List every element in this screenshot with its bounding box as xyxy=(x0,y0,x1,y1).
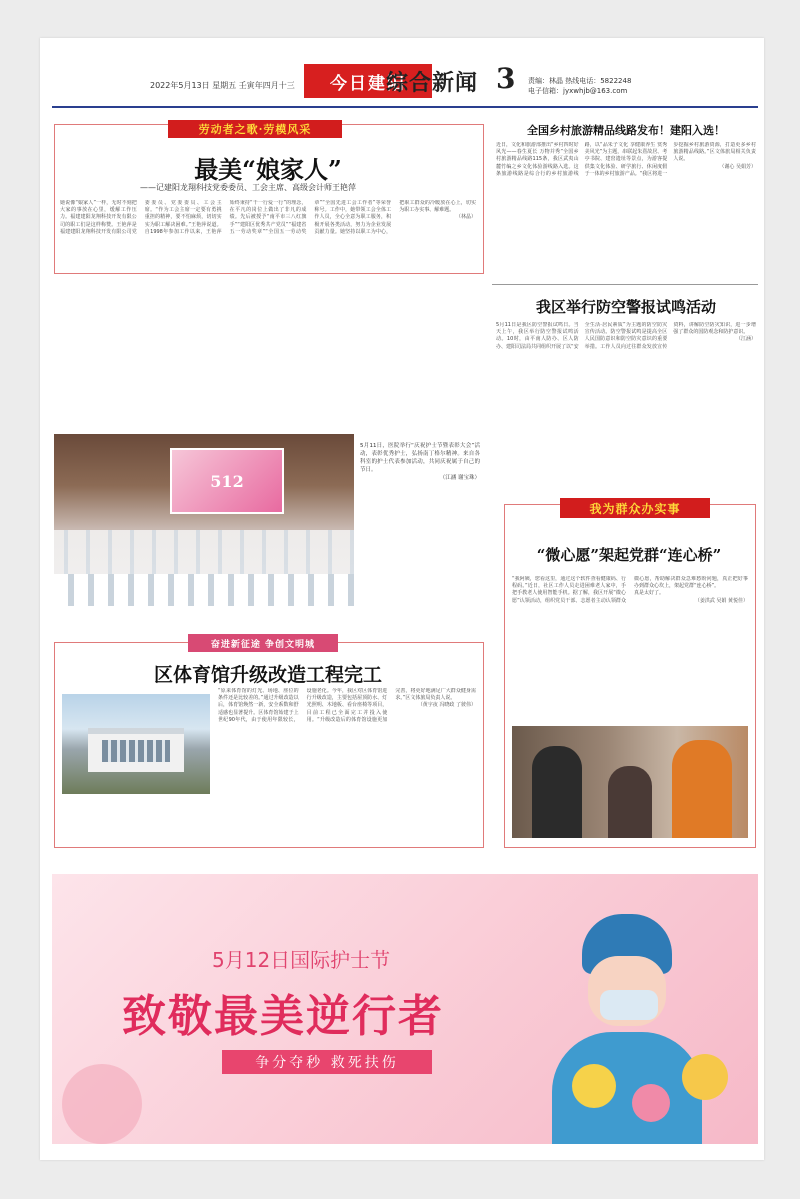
photo1-credit: （江涵 谢宝珠） xyxy=(439,475,480,481)
header-rule xyxy=(52,106,758,108)
masthead-logo: 今日建阳 xyxy=(304,64,432,98)
stage-screen: 512 xyxy=(170,448,284,514)
issue-date: 2022年5月13日 星期五 壬寅年四月十三 xyxy=(150,81,295,90)
flower-icon xyxy=(682,1054,728,1100)
volunteer-figure xyxy=(532,746,582,838)
article1-byline: （林晶） xyxy=(455,214,476,221)
photo-volunteers-visit xyxy=(512,726,748,838)
flower-icon xyxy=(572,1064,616,1108)
face-mask xyxy=(600,990,658,1020)
article5-body xyxy=(218,688,476,840)
article4-byline: （姜洪武 吴娟 黄悦佳） xyxy=(694,597,748,604)
article3-headline: 我区举行防空警报试鸣活动 xyxy=(535,298,716,316)
newspaper-page xyxy=(40,38,764,1160)
article3-body-text: 5月11日是我区防空警报试鸣日。当天上午，我区举行防空警报试鸣活动。10时，由平南人防办、区人防办、建阳司法局共同组织开展了以“安全生活·居民素质”为主题的防空防灾宣传活动。防空警报试鸣是提高全区人民国防意识和防空防灾意识的重要举措。工作人员向过往群众发放宣传资料，讲解防空防灾知识，进一步增强了群众的国防观念和防护意识。 xyxy=(496,322,756,350)
article4-quote: 真是太好了。 xyxy=(634,590,665,597)
article1-body xyxy=(60,200,476,268)
divider xyxy=(492,284,758,285)
article2-body-text: 近日，文化和旅游部推出“乡村四时好风光——春生夏长 万物并秀”全国乡村旅游精品线路115条，我区武夷山麓竹编之乡文化体验游线路入选。这条旅游线路是综合行的乡村旅游线路，以“品朱子文化 享健康养生 赏秀美风光”为主题，串联起朱熹故居、考亭书院、建窑遗址等景点，为游客提供集文化体验、研学旅行、休闲度假于一体的乡村旅游产品。“我区将进一步挖掘乡村旅游资源，打造更多乡村旅游精品线路。”区文体旅局相关负责人说。 xyxy=(496,142,756,177)
article5-headline: 区体育馆升级改造工程完工 xyxy=(153,664,382,686)
section-title: 综合新闻 xyxy=(386,70,479,96)
banner-title: 致敬最美逆行者 xyxy=(122,991,444,1042)
email-line: 电子信箱：jyxwhjb@163.com xyxy=(528,87,628,95)
flower-decoration xyxy=(572,1044,742,1144)
article1-tag: 劳动者之歌·劳模风采 xyxy=(168,120,342,138)
article2-body xyxy=(496,142,756,280)
photo1-caption-text: 5月11日，医院举行“庆祝护士节暨表彰大会”活动，表彰优秀护士，弘扬南丁格尔精神。来自各科室的护士代表参加活动，共同庆祝属于自己的节日。 xyxy=(360,443,480,473)
photo1-caption xyxy=(360,442,480,592)
banner-date-line: 5月12日国际护士节 xyxy=(212,948,391,972)
photo-nurse-ceremony xyxy=(54,434,354,606)
article3-body xyxy=(496,322,756,440)
article4-body-text: “我阿姨，您看这里，通过这个软件查看健康码、行程码。”近日，社区工作人员走进困难老人家中，手把手教老人使用智能手机。据了解，我区开展“微心愿”认领活动，组织党员干部、志愿者主动认领群众微心愿，帮助解决群众急难愁盼问题，真正把好事办到群众心坎上，架起党群“连心桥”。 xyxy=(512,576,748,604)
page-number: 3 xyxy=(496,62,516,95)
article4-tag: 我为群众办实事 xyxy=(560,498,710,518)
article2-byline: （谢心 吴娟芳） xyxy=(719,163,756,170)
front-row-nurses xyxy=(54,574,354,606)
article4-body xyxy=(512,576,748,708)
flower-icon xyxy=(62,1064,142,1144)
photo-stadium xyxy=(62,694,210,794)
stadium-windows xyxy=(102,740,170,762)
article1-subheadline: ——记建阳龙翔科技党委委员、工会主席、高级会计师王艳萍 xyxy=(140,183,356,192)
article5-tag: 奋进新征途 争创文明城 xyxy=(188,634,338,652)
article5-body-text: “原来体育馆的灯光、场地、座位的条件还是比较差的。”通过升级改造以后，体育馆焕然一新，安全系数和舒适感也显著提升。区体育馆始建于上世纪90年代，由于使用年限较长，设施老化。今年，我区对区体育馆进行升级改造，主要包括屋顶防水、灯光照明、木地板、看台座椅等项目，目前工程已全面完工并投入使用。“升级改造后的体育馆设施更加完善，将更好地满足广大群众健身需求。”区文体旅局负责人说。 xyxy=(218,688,476,723)
article3-byline: （江涵） xyxy=(735,336,756,343)
article2-headline: 全国乡村旅游精品线路发布！建阳入选！ xyxy=(527,124,725,137)
article1-body-text: 她说像“娘家人”一样，无时不刻把大家的事放在心里，缓解工作压力。福建建阳龙翔科技开发有限公司的职工们是这样称赞。王艳萍是福建建阳龙翔科技开发有限公司党委委员、党委委员、工会主席。“作为工会主席一定要有勇挑重担的精神，要不怕麻烦，切切实实为职工解决困难。”王艳萍说道。自1998年参加工作以来，王艳萍始终秉持“干一行爱一行”的理念，在平凡的岗位上做出了非凡的成绩。先后被授予“南平市三八红旗手”“建阳区优秀共产党员”“福建省五一劳动奖章”“全国五一劳动奖章”“全国先进工会工作者”等荣誉称号。工作中，她带领工会全体工作人员，全心全意为职工服务，积极开展各类活动，努力为企业发展贡献力量。她坚持以职工为中心，把职工群众的冷暖放在心上，切实为职工办实事、解难题。 xyxy=(60,200,476,235)
editor-info xyxy=(528,76,631,96)
nurses-day-banner xyxy=(52,874,758,1144)
article1-headline: 最美“娘家人” xyxy=(194,155,342,184)
article5-lead-spacer xyxy=(62,684,122,692)
banner-slogan: 争分夺秒 救死扶伤 xyxy=(222,1050,432,1074)
article4-headline: “微心愿”架起党群“连心桥” xyxy=(536,546,722,564)
worker-figure xyxy=(672,740,732,838)
editor-line: 责编：林晶 热线电话：5822248 xyxy=(528,77,632,85)
flower-icon xyxy=(632,1084,670,1122)
article5-byline: （黄宇夜 冯晓政 了彼伟） xyxy=(417,702,476,709)
elder-figure xyxy=(608,766,652,838)
